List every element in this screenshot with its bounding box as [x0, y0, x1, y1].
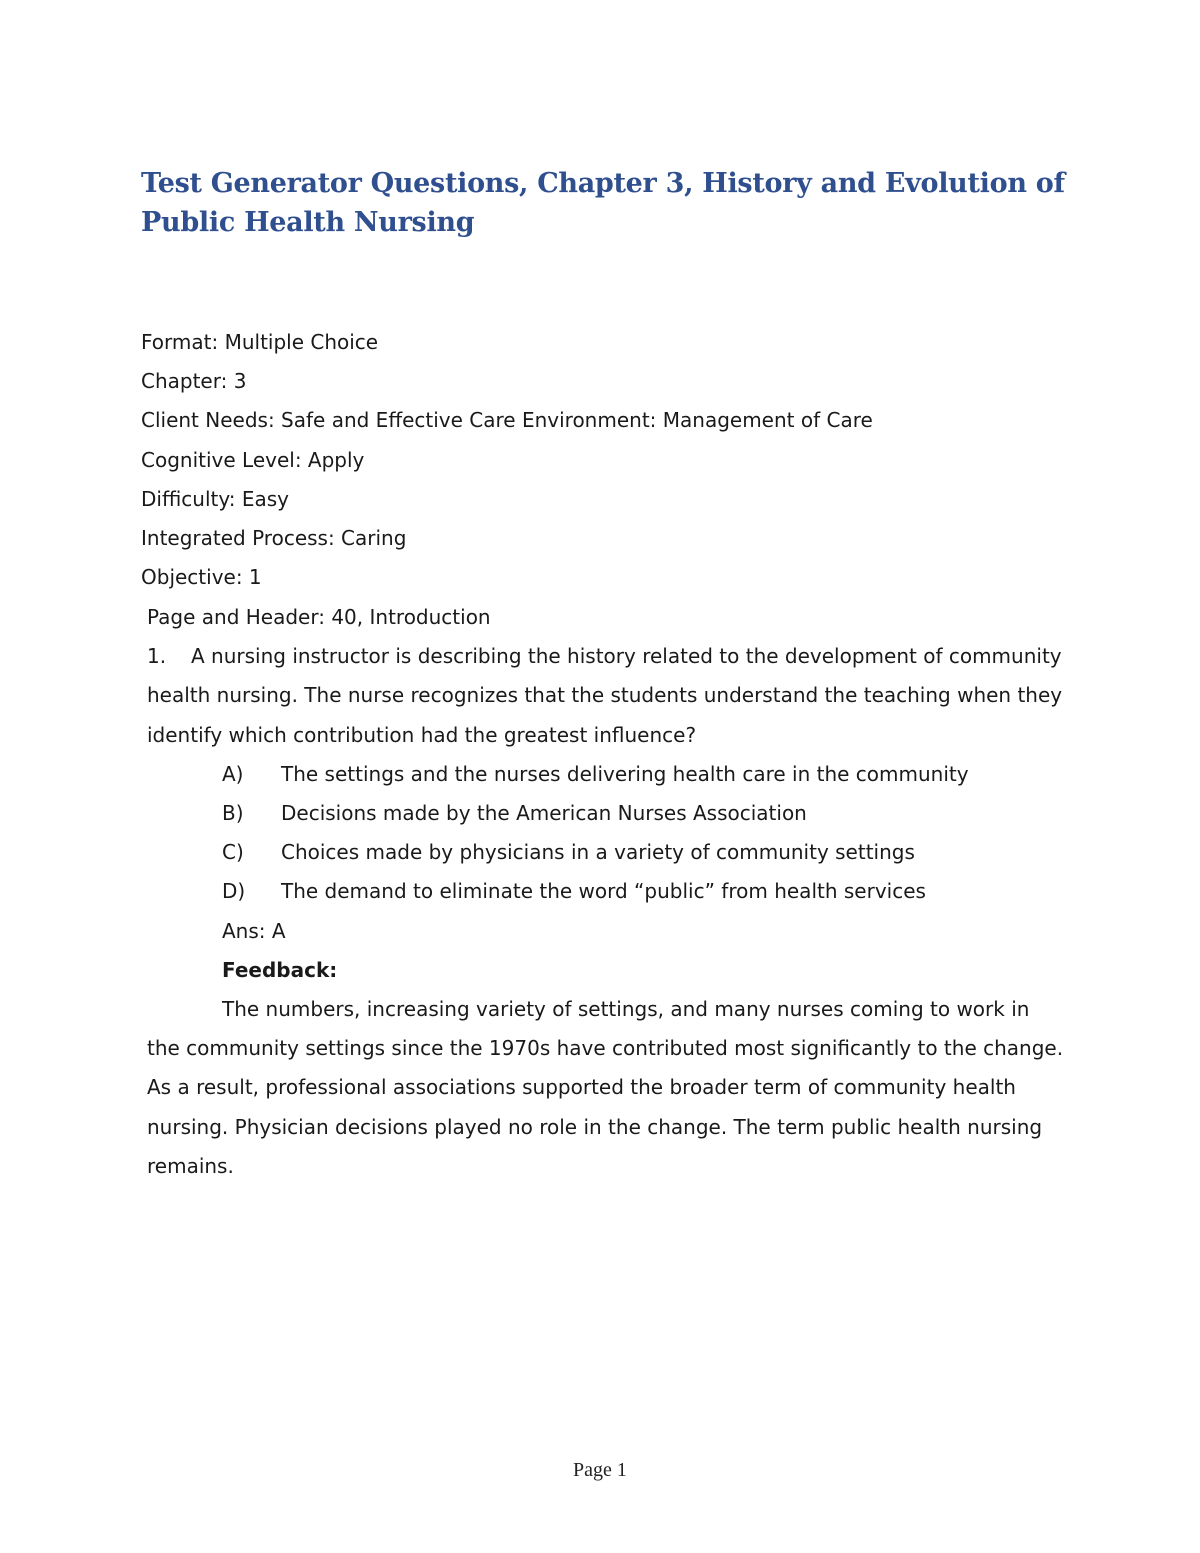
- feedback-heading: Feedback:: [222, 957, 338, 982]
- meta-chapter: Chapter: 3: [141, 369, 247, 394]
- document-title: Test Generator Questions, Chapter 3, History and Evolution of Public Health Nursing: [141, 168, 1065, 238]
- question-metadata: [141, 323, 873, 597]
- page-and-header: Page and Header: 40, Introduction: [147, 605, 491, 629]
- meta-cognitive-level: Cognitive Level: Apply: [141, 447, 365, 472]
- option-text: Choices made by physicians in a variety of community settings: [281, 840, 915, 865]
- meta-format: Format: Multiple Choice: [141, 330, 379, 354]
- question-text: A nursing instructor is describing the history related to the development of community health nursing. The nurse recognizes that the students understand the teaching when they identify which contribution had the greatest influence?: [147, 644, 1063, 747]
- meta-client-needs: Client Needs: Safe and Effective Care Environment: Management of Care: [141, 408, 873, 433]
- option-text: The settings and the nurses delivering health care in the community: [281, 761, 969, 786]
- option-text: Decisions made by the American Nurses Association: [281, 801, 807, 826]
- option-text: The demand to eliminate the word “public” from health services: [281, 879, 926, 904]
- meta-difficulty: Difficulty: Easy: [141, 486, 289, 511]
- option-letter: B): [222, 801, 244, 826]
- option-letter: C): [222, 840, 244, 865]
- question-stem: [147, 637, 1067, 755]
- option-a: [222, 755, 1067, 794]
- feedback-text: The numbers, increasing variety of settings, and many nurses coming to work in the community settings since the 1970s have contributed most significantly to the change. As a result, professional associations supported the broader term of community health nursing. Physician decisions played no role in the change. The term public health nursing remains.: [147, 997, 1064, 1178]
- question-number: 1.: [147, 644, 167, 669]
- answer-options: [222, 755, 1067, 912]
- option-letter: D): [222, 879, 246, 904]
- meta-integrated-process: Integrated Process: Caring: [141, 526, 407, 551]
- answer-key: Ans: A: [222, 918, 286, 943]
- option-letter: A): [222, 761, 244, 786]
- option-d: [222, 872, 1067, 911]
- meta-objective: Objective: 1: [141, 565, 262, 590]
- option-b: [222, 794, 1067, 833]
- question-block: [147, 598, 1067, 1186]
- option-c: [222, 833, 1067, 872]
- page-footer: Page 1: [573, 1459, 627, 1481]
